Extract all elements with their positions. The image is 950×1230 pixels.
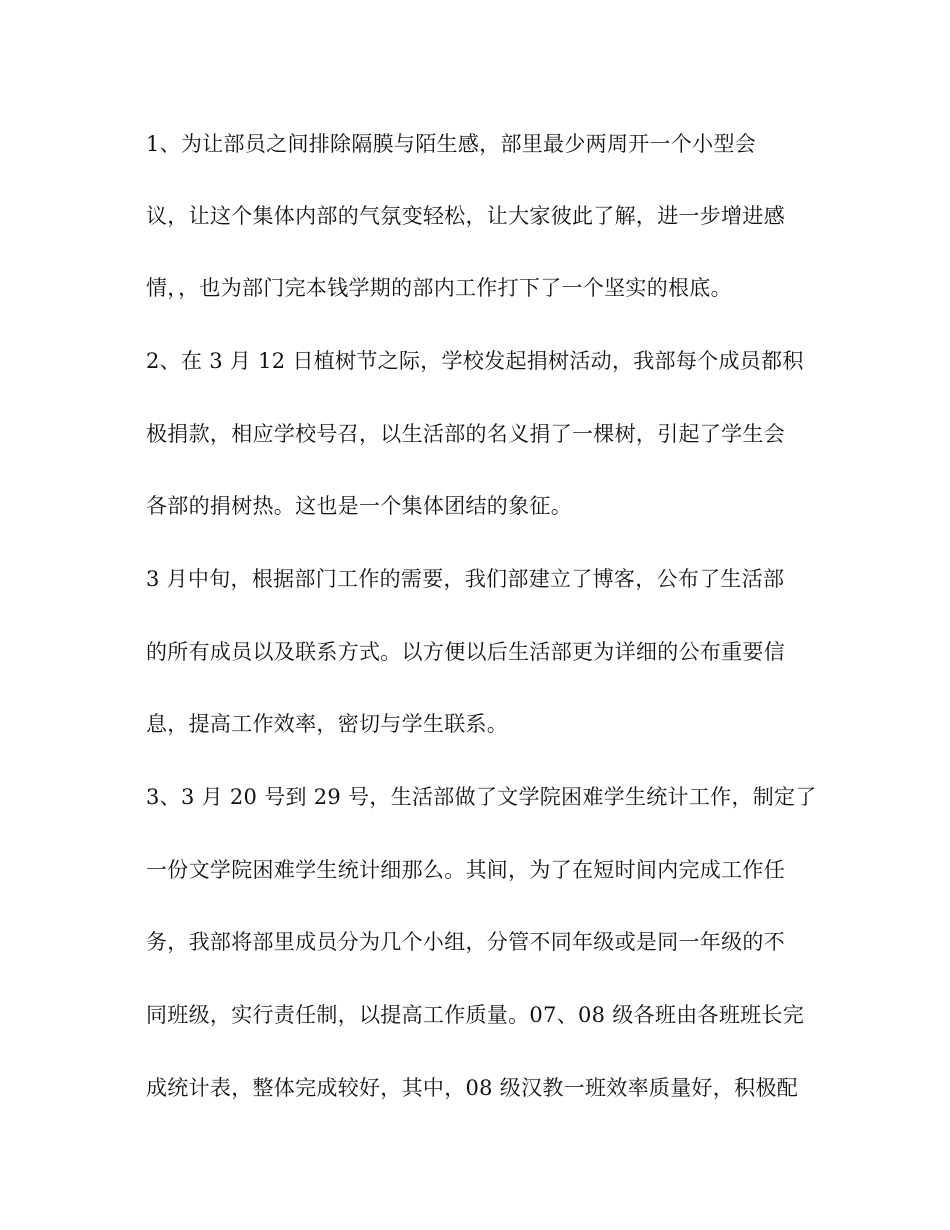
paragraph-line: 同班级，实行责任制，以提高工作质量。07、08 级各班由各班班长完 xyxy=(146,1003,805,1027)
paragraph-line: 议，让这个集体内部的气氛变轻松，让大家彼此了解，进一步增进感 xyxy=(146,204,785,228)
paragraph-line: 1、为让部员之间排除隔膜与陌生感，部里最少两周开一个小型会 xyxy=(146,132,757,156)
paragraph-line: 各部的捐树热。这也是一个集体团结的象征。 xyxy=(146,494,572,518)
paragraph-line: 一份文学院困难学生统计细那么。其间，为了在短时间内完成工作任 xyxy=(146,858,785,882)
paragraph-line: 成统计表，整体完成较好，其中，08 级汉教一班效率质量好，积极配 xyxy=(146,1076,798,1100)
paragraph-line: 极捐款，相应学校号召，以生活部的名义捐了一棵树，引起了学生会 xyxy=(146,422,785,446)
paragraph-line: 的所有成员以及联系方式。以方便以后生活部更为详细的公布重要信 xyxy=(146,640,785,664)
paragraph-line: 情，，也为部门完本钱学期的部内工作打下了一个坚实的根底。 xyxy=(146,276,732,300)
paragraph-line: 息，提高工作效率，密切与学生联系。 xyxy=(146,712,509,736)
paragraph-line: 2、在 3 月 12 日植树节之际，学校发起捐树活动，我部每个成员都积 xyxy=(146,349,804,373)
paragraph-line: 务，我部将部里成员分为几个小组，分管不同年级或是同一年级的不 xyxy=(146,930,785,954)
paragraph-line: 3、3 月 20 号到 29 号，生活部做了文学院困难学生统计工作，制定了 xyxy=(146,785,817,809)
paragraph-line: 3 月中旬，根据部门工作的需要，我们部建立了博客，公布了生活部 xyxy=(146,567,785,591)
